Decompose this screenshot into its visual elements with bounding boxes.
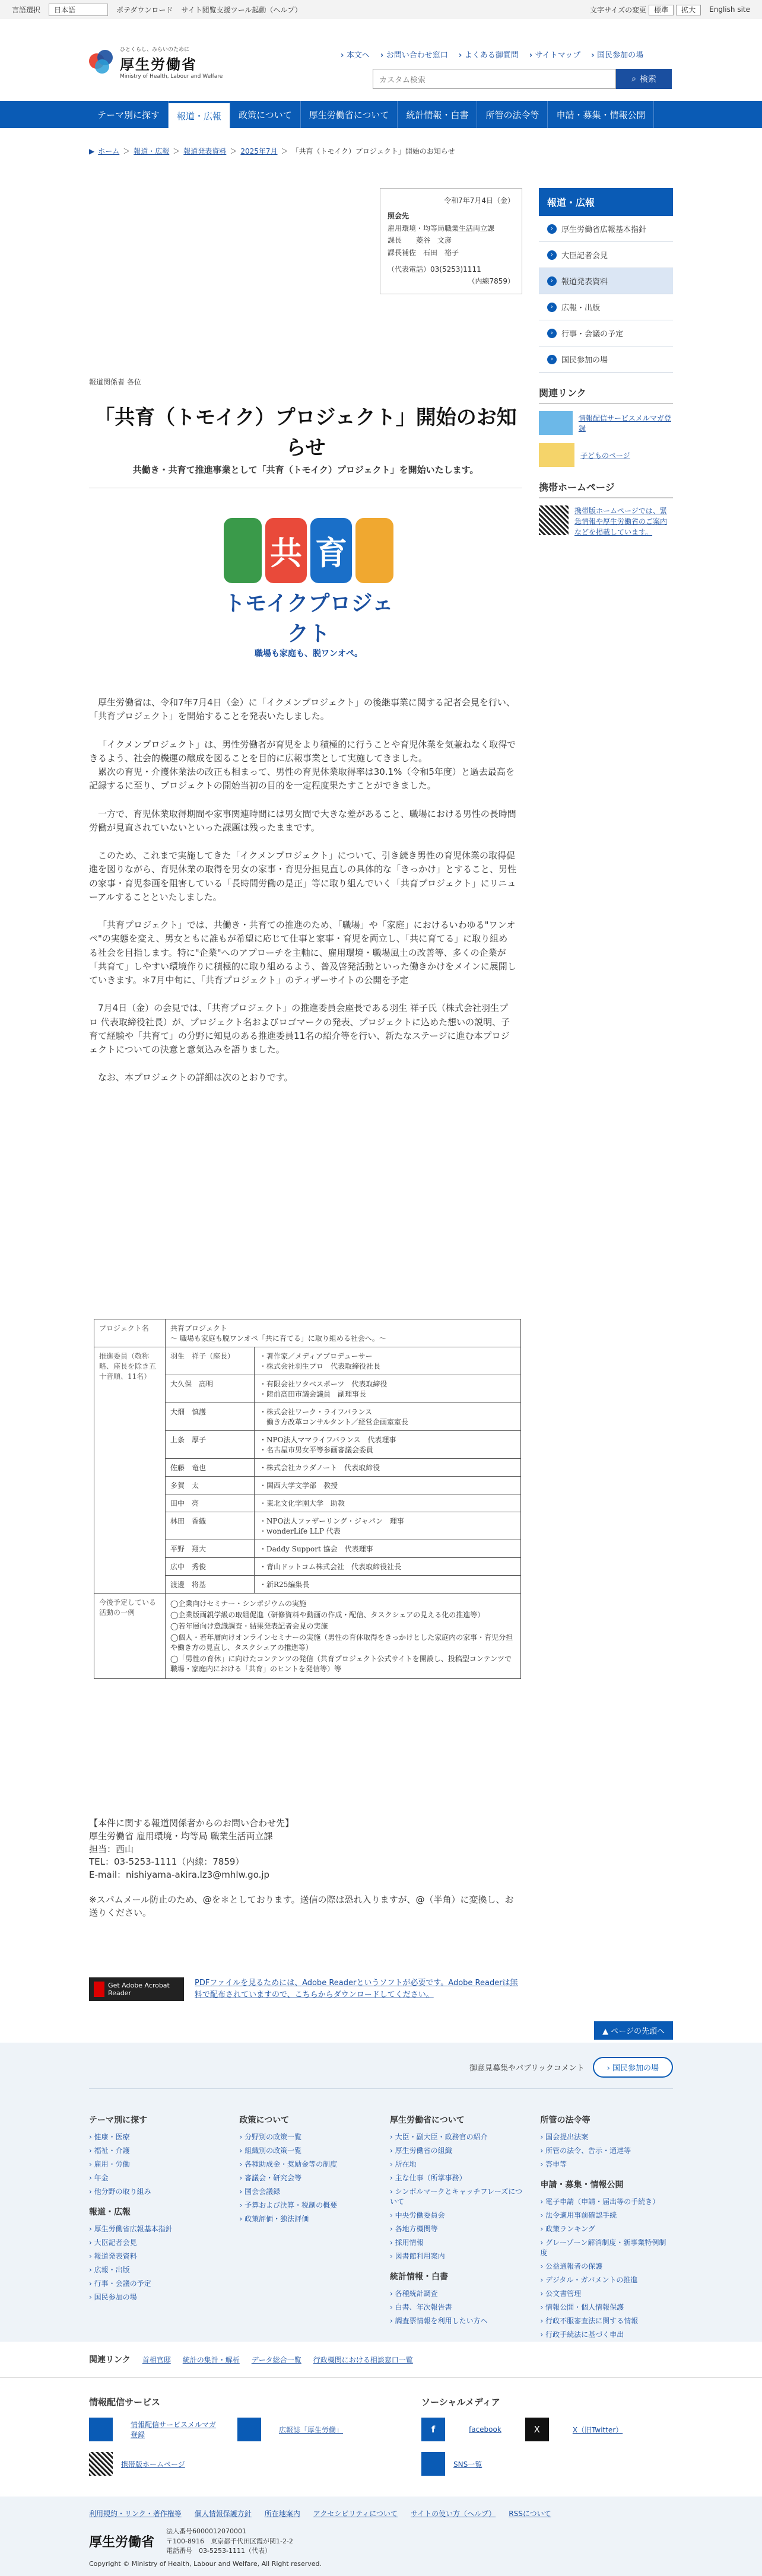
footer-link[interactable]: › 白書、年次報告書 <box>390 2302 523 2312</box>
mail-icon <box>539 411 573 435</box>
facebook-icon: f <box>421 2418 445 2441</box>
arrow-icon: › <box>547 224 557 234</box>
logo-kanji-1: 共 <box>265 518 307 583</box>
header-link-contact[interactable]: › お問い合わせ窓口 <box>380 49 448 60</box>
page-top-row <box>0 2019 762 2043</box>
contact-line: E-mail：nishiyama-akira.lz3@mhlw.go.jp <box>89 1869 270 1880</box>
member-name: 広中 秀俊 <box>166 1558 255 1576</box>
footer-link[interactable]: › 国会提出法案 <box>541 2132 674 2142</box>
footer-link[interactable]: › 健康・医療 <box>89 2132 222 2142</box>
footer-col-heading: 報道・広報 <box>89 2208 131 2217</box>
plan-item: ◯企業向けセミナー・シンポジウムの実施 <box>170 1599 307 1608</box>
footer-link[interactable]: › 政策ランキング <box>541 2224 674 2234</box>
member-title: ・Daddy Support 協会 代表理事 <box>255 1540 521 1558</box>
footer-link[interactable]: › 審議会・研究会等 <box>240 2173 373 2183</box>
sidebar-head: 報道・広報 <box>539 188 673 216</box>
page-subtitle: 共働き・共育て推進事業として「共育（トモイク）プロジェクト」を開始いたします。 <box>89 463 522 488</box>
footer-link[interactable]: › 主な仕事（所掌事務） <box>390 2173 523 2183</box>
gnav-policy[interactable]: 政策について <box>230 101 301 128</box>
related-link[interactable]: データ総合一覧 <box>251 2355 301 2364</box>
footer-link[interactable]: › 行政不服審査法に関する情報 <box>541 2316 674 2326</box>
arrow-icon: › <box>547 276 557 286</box>
member-title: ・新R25編集長 <box>255 1576 521 1594</box>
bottom-link[interactable]: RSSについて <box>509 2510 551 2518</box>
footer-link[interactable]: › 答申等 <box>541 2159 674 2169</box>
footer-col-heading: 統計情報・白書 <box>390 2272 448 2282</box>
member-name: 多賀 太 <box>166 1477 255 1494</box>
adobe-icon <box>94 1982 104 1997</box>
footer-link[interactable]: › 調査票情報を利用したい方へ <box>390 2316 523 2326</box>
bottom-link[interactable]: 利用規約・リンク・著作権等 <box>89 2510 182 2518</box>
site-logo[interactable]: ひとくらし、みらいのために 厚生労働省 Ministry of Health, Labour and Welfare <box>89 45 223 79</box>
participation-button[interactable]: › 国民参加の場 <box>593 2057 673 2078</box>
search-input[interactable]: カスタム検索 <box>373 69 616 89</box>
header-link-skip[interactable]: › 本文へ <box>341 49 370 60</box>
plan-item: ◯個人・若年層向けオンラインセミナーの実施（男性の育休取得をきっかけとした家庭内の家事・育児分担や働き方の見直し、タスクシェアの推進等） <box>170 1633 513 1652</box>
addressee: 報道関係者 各位 <box>89 378 141 386</box>
footer-link[interactable]: › 組織別の政策一覧 <box>240 2145 373 2155</box>
home-icon: ▶ <box>89 147 95 155</box>
footer-mobile-link[interactable]: 携帯版ホームページ <box>121 2460 185 2469</box>
english-link[interactable]: English site <box>709 5 750 14</box>
footer-link[interactable]: › 政策評価・独法評価 <box>240 2214 373 2224</box>
footer-col-heading: 所管の法令等 <box>540 2116 590 2125</box>
footer-link[interactable]: › 行事・会議の予定 <box>89 2278 222 2288</box>
member-name: 上条 厚子 <box>166 1431 255 1459</box>
logo-tagline: 職場も家庭も、脱ワンオペ。 <box>255 649 363 659</box>
footer-link[interactable]: › 国会会議録 <box>240 2186 373 2196</box>
member-name: 羽生 祥子（座長） <box>166 1347 255 1375</box>
crumb-press[interactable]: 報道・広報 <box>134 147 170 155</box>
bottom-link[interactable]: 所在地案内 <box>264 2510 300 2518</box>
footer-link[interactable]: › 公益通報者の保護 <box>541 2261 674 2271</box>
project-table: プロジェクト名 共育プロジェクト ～ 職場も家庭も脱ワンオペ「共に育てる」に取り組める社会へ。～ 推進委員（敬称略、座長を除き五十音順、11名） 羽生 祥子（座長） ・著作家／メディアプロデューサー ・株式会社羽生プロ 代表取締役社長 大久保 高明 ・有限会社ワタベスポーツ 代表取締役 ・陸前高田市議会議員 副理事長 大畑 慎護 ・株式会社ワーク・ライフバランス 働き方改革コンサルタント／経営企画室室長 上条 厚子 ・NPO法人ママライフバランス 代表理事 ・名古屋市男女平等参画審議会委員 佐藤 竜也 ・株式会社カラダノート 代表取締役 多賀 太 ・関西大学文学部 教授 田中 亮 ・東北文化学園大学 助教 林田 香織 ・NPO法人ファザーリング・ジャパン 理事 ・wonderLife LLP 代表 平野 翔大 ・Daddy Support 協会 代表理事 広中 秀俊 ・青山ドットコム株式会社 代表取締役社長 渡邊 将基 ・新R25編集長 今後予定している活動の一例 ◯企業向けセミナー・シンポジウムの実施 ◯企業版両親学級の取組促進（研修資料や動画の作成・配信、タスクシェアの見える化の推進等） ◯若年層向け意識調査・結果発表記者会見の実施 ◯個人・若年層向けオンラインセミナーの実施（男性の育休取得をきっかけとした家庭内の家事・育児分担や働き方の見直し、タスクシェアの推進等） ◯「男性の育休」に向けたコンテンツの発信（共育プロジェクト公式サイトを開設し、投稿型コンテンツで職場・家庭内における「共育」のヒントを発信等）等 <box>94 1319 521 1679</box>
plan-item: ◯企業版両親学級の取組促進（研修資料や動画の作成・配信、タスクシェアの見える化の推進等） <box>170 1611 485 1619</box>
related-link[interactable]: 首相官邸 <box>142 2355 171 2364</box>
footer-link[interactable]: › 広報・出版 <box>89 2265 222 2275</box>
gnav-about[interactable]: 厚生労働省について <box>301 101 398 128</box>
font-std-button[interactable]: 標準 <box>649 5 674 15</box>
table-row: 推進委員（敬称略、座長を除き五十音順、11名） 羽生 祥子（座長） ・著作家／メディアプロデューサー ・株式会社羽生プロ 代表取締役社長 <box>94 1347 521 1375</box>
member-title: ・東北文化学園大学 助教 <box>255 1494 521 1512</box>
footer-col-heading: 厚生労働省について <box>390 2116 465 2125</box>
arrow-icon: › <box>607 2064 610 2073</box>
related-link[interactable]: 行政機関における相談窓口一覧 <box>313 2355 413 2364</box>
member-title: ・青山ドットコム株式会社 代表取締役社長 <box>255 1558 521 1576</box>
gnav-stats[interactable]: 統計情報・白書 <box>398 101 477 128</box>
header-link-sitemap[interactable]: › サイトマップ <box>529 49 580 60</box>
arrow-icon: › <box>547 355 557 364</box>
related-bar: 関連リンク 首相官邸 統計の集計・解析 データ総合一覧 行政機関における相談窓口一覧 <box>0 2342 762 2378</box>
sidebar-item-publish[interactable]: › 広報・出版 <box>539 294 673 320</box>
lang-select[interactable]: 日本語 <box>49 4 108 16</box>
bottom-link[interactable]: 個人情報保護方針 <box>194 2510 252 2518</box>
press-contact-box: 令和7年7月4日（金） 照会先 雇用環境・均等局職業生活両立課 課長 菱谷 文彦 課長補佐 石田 裕子 （代表電話）03(5253)1111 （内線7859） <box>380 188 522 294</box>
footer-link[interactable]: › 行政手続法に基づく申出 <box>541 2329 674 2339</box>
footer-link[interactable]: › 報道発表資料 <box>89 2251 222 2261</box>
logo-mark-icon <box>89 50 114 75</box>
logo-text: 厚生労働省 <box>120 56 197 73</box>
footer-link[interactable]: › 各種助成金・奨励金等の制度 <box>240 2159 373 2169</box>
search-form <box>373 69 672 89</box>
footer-col-heading: テーマ別に探す <box>89 2116 147 2125</box>
crumb-month[interactable]: 2025年7月 <box>240 147 278 155</box>
support-link[interactable]: サイト閲覧支援ツール起動（ヘルプ） <box>181 5 302 14</box>
footer-link[interactable]: › 各地方機関等 <box>390 2224 523 2234</box>
footer: 御意見募集やパブリックコメント › 国民参加の場 テーマ別に探す › 健康・医療 › 福祉・介護 › 雇用・労働 › 年金 › 他分野の取り組み 報道・広報 › 厚生労働省広報基本指針 › 大臣記者会見 › 報道発表資料 › 広報・出版 › 行事・会議の予定 › 国民参加の場 政策について › 分野別の政策一覧 › 組織別の政策一覧 › 各種助成金・奨励金等の制度 › 審議会・研究会等 › 国会会議録 › 予算および決算・税制の概要 › 政策評価・独法評価 厚生労働省について › 大臣・副大臣・政務官の紹介 › 厚生労働省の組織 › 所在地 › 主な仕事（所掌事務） › シンボルマークとキャッチフレーズについて › 中央労働委員会 › 各地方機関等 › 採用情報 › 図書館利用案内 統計情報・白書 › 各種統計調査 › 白書、年次報告書 › 調査票情報を利用したい方へ 所管の法令等 › 国会提出法案 › 所管の法令、告示・通達等 › 答申等 申請・募集・情報公開 › 電子申請（申請・届出等の手続き） › 法令適用事前確認手続 › 政策ランキング › グレーゾーン解消制度・新事業特例制度 › 公益通報者の保護 › デジタル・ガバメントの推進 › 公文書管理 › 情報公開・個人情報保護 › 行政不服審査法に関する情報 › 行政手続法に基づく申出 <box>0 2043 762 2342</box>
member-name: 佐藤 竜也 <box>166 1459 255 1477</box>
footer-link[interactable]: › グレーゾーン解消制度・新事業特例制度 <box>541 2237 674 2257</box>
header-links <box>341 49 643 60</box>
page-top-button[interactable]: ▲ ページの先頭へ <box>594 2021 673 2040</box>
caret-up-icon: ▲ <box>602 2027 609 2036</box>
sidebar-item-events[interactable]: › 行事・会議の予定 <box>539 320 673 346</box>
adobe-reader-link[interactable]: PDFファイルを見るためには、Adobe Readerというソフトが必要です。Adobe Readerは無料で配布されていますので、こちらからダウンロードしてください。 <box>195 1979 518 1999</box>
copyright: Copyright © Ministry of Health, Labour and Welfare, All Right reserved. <box>89 2559 322 2568</box>
member-title: ・NPO法人ママライフバランス 代表理事 ・名古屋市男女平等参画審議会委員 <box>255 1431 521 1459</box>
x-icon: X <box>525 2418 549 2441</box>
footer-link[interactable]: › 年金 <box>89 2173 222 2183</box>
facebook-link[interactable]: facebook <box>469 2425 501 2434</box>
qr-code-icon <box>539 505 569 535</box>
footer-link[interactable]: › 公文書管理 <box>541 2288 674 2298</box>
member-name: 平野 翔大 <box>166 1540 255 1558</box>
contact-line: TEL：03-5253-1111（内線：7859） <box>89 1856 245 1868</box>
arrow-icon: › <box>547 250 557 260</box>
footer-link[interactable]: › 中央労働委員会 <box>390 2210 523 2220</box>
member-name: 大畑 慎護 <box>166 1403 255 1431</box>
header-link-participation[interactable]: › 国民参加の場 <box>591 49 643 60</box>
lang-label: 言語選択 <box>12 5 41 14</box>
footer-link[interactable]: › 図書館利用案内 <box>390 2251 523 2261</box>
plan-item: ◯若年層向け意識調査・結果発表記者会見の実施 <box>170 1622 328 1630</box>
crumb-releases[interactable]: 報道発表資料 <box>183 147 227 155</box>
contact-line: 担当：西山 <box>89 1843 134 1855</box>
gnav-theme[interactable]: テーマ別に探す <box>89 101 169 128</box>
contact-block <box>89 1817 516 1919</box>
sidebar <box>539 188 673 538</box>
mailmag-link[interactable]: 情報配信サービスメルマガ登録 <box>578 414 671 432</box>
footer-link[interactable]: › 分野別の政策一覧 <box>240 2132 373 2142</box>
adobe-reader-badge[interactable]: Get Adobe Acrobat Reader <box>89 1977 184 2001</box>
footer-link[interactable]: › 所管の法令、告示・通達等 <box>541 2145 674 2155</box>
related-link[interactable]: 統計の集計・解析 <box>182 2355 240 2364</box>
footer-link[interactable]: › 電子申請（申請・届出等の手続き） <box>541 2196 674 2206</box>
mobile-heading: 携帯ホームページ <box>539 480 673 498</box>
footer-link[interactable]: › 所在地 <box>390 2159 523 2169</box>
member-title: ・有限会社ワタベスポーツ 代表取締役 ・陸前高田市議会議員 副理事長 <box>255 1375 521 1403</box>
mobile-link[interactable]: 携帯版ホームページでは、緊急情報や厚生労働省のご案内などを掲載しています。 <box>574 507 668 536</box>
arrow-icon: › <box>547 329 557 338</box>
gnav-apply[interactable]: 申請・募集・情報公開 <box>548 101 654 128</box>
sidebar-item-releases[interactable]: › 報道発表資料 <box>539 268 673 294</box>
gnav-press[interactable]: 報道・広報 <box>169 101 230 128</box>
logo-project-name: トモイクプロジェクト <box>224 591 393 646</box>
footer-link[interactable]: › 法令適用事前確認手続 <box>541 2210 674 2220</box>
footer-link[interactable]: › 厚生労働省広報基本指針 <box>89 2224 222 2234</box>
member-name: 大久保 高明 <box>166 1375 255 1403</box>
member-name: 林田 香織 <box>166 1512 255 1540</box>
footer-mailmag-link[interactable]: 情報配信サービスメルマガ登録 <box>131 2421 217 2439</box>
mail-icon <box>89 2418 113 2441</box>
footer-link[interactable]: › 大臣記者会見 <box>89 2237 222 2247</box>
article-body: 厚生労働省は、令和7年7月4日（金）に「イクメンプロジェクト」の後継事業に関する記者会見を行い、「共育プロジェクト」を開始することを発表いたしました。 「イクメンプロジェクト」は、男性労働者が育児をより積極的に行うことや育児休業を気兼ねなく取得できるよう、社会的機運の醸成を図ることを目的に広報事業として実施してきました。 累次の育児・介護休業法の改正も相まって、男性の育児休業取得率は30.1%（令和5年度）と過去最高を記録するに至り、プロジェクトの開始当初の目的を一定程度果たすことができました。 一方で、育児休業取得期間や家事関連時間には男女間で大きな差があること、職場における男性の長時間労働が見直されていないといった課題は残ったままです。 このため、これまで実施してきた「イクメンプロジェクト」について、引き続き男性の育児休業の取得促進を図りながら、育児休業の取得を男女の家事・育児分担見直しの具体的な「きっかけ」とすること、男性の家事・育児参画を阻害している「長時間労働の是正」等に取り組んでいく「共育プロジェクト」にリニューアルすることといたしました。 「共育プロジェクト」では、共働き・共育ての推進のため、「職場」や「家庭」におけるいわゆる"ワンオペ"の実態を変え、男女ともに誰もが希望に応じて仕事と家事・育児を両立し、「共に育てる」に取り組める社会を目指します。特に"企業"へのアプローチを主軸に、雇用環境・職場風土の改善等、多くの企業が「共育て」しやすい環境作りに積極的に取り組めるよう、普及啓発活動といった働きかけをメインに展開していきます。＊7月中旬に、「共育プロジェクト」のティザーサイトの公開を予定 7月4日（金）の会見では、「共育プロジェクト」の推進委員会座長である羽生 祥子氏（株式会社羽生プロ 代表取締役社長）が、プロジェクト名およびロゴマークの発表、プロジェクトに込めた想いの説明、子育て経験や「共育て」の分野に知見のある推進委員11名の紹介等を行い、新たなステージに進む本プロジェクトについての決意と意気込みを語りました。 なお、本プロジェクトの詳細は次のとおりです。 <box>89 697 517 1083</box>
arrow-icon: › <box>547 303 557 312</box>
header-link-faq[interactable]: › よくある御質問 <box>459 49 519 60</box>
contact-line: 【本件に関する報道関係者からのお問い合わせ先】 <box>89 1818 294 1828</box>
footer-link[interactable]: › 国民参加の場 <box>89 2292 222 2302</box>
footer-link[interactable]: › 他分野の取り組み <box>89 2186 222 2196</box>
bottom-link[interactable]: アクセシビリティについて <box>313 2510 398 2518</box>
sns-link[interactable]: SNS一覧 <box>453 2460 482 2469</box>
logo-kanji-2: 育 <box>310 518 352 583</box>
breadcrumb: ▶ ホーム ＞ 報道・広報 ＞ 報道発表資料 ＞ 2025年7月 ＞ 「共育（トモイク）プロジェクト」開始のお知らせ <box>89 147 455 155</box>
contact-line: 厚生労働省 雇用環境・均等局 職業生活両立課 <box>89 1830 273 1842</box>
footer-col-heading: 政策について <box>239 2116 290 2125</box>
sidebar-item-minister[interactable]: › 大臣記者会見 <box>539 242 673 268</box>
pr-magazine-link[interactable]: 広報誌「厚生労働」 <box>279 2425 344 2434</box>
member-name: 田中 亮 <box>166 1494 255 1512</box>
footer-link[interactable]: › 各種統計調査 <box>390 2288 523 2298</box>
search-button[interactable]: ⌕ 検索 <box>616 69 672 89</box>
footer-link[interactable]: › 大臣・副大臣・政務官の紹介 <box>390 2132 523 2142</box>
member-title: ・株式会社カラダノート 代表取締役 <box>255 1459 521 1477</box>
book-icon <box>237 2418 261 2441</box>
font-size-control: 文字サイズの変更 標準 拡大 <box>590 5 701 15</box>
member-title: ・株式会社ワーク・ライフバランス 働き方改革コンサルタント／経営企画室室長 <box>255 1403 521 1431</box>
footer-link[interactable]: › 雇用・労働 <box>89 2159 222 2169</box>
footer-link[interactable]: › デジタル・ガバメントの推進 <box>541 2275 674 2285</box>
project-logo <box>223 512 395 659</box>
footer-link[interactable]: › 予算および決算・税制の概要 <box>240 2200 373 2210</box>
qr-code-icon <box>89 2452 113 2476</box>
footer-link[interactable]: › 情報公開・個人情報保護 <box>541 2302 674 2312</box>
kids-icon <box>539 443 574 467</box>
global-nav <box>0 101 762 128</box>
x-link[interactable]: X（旧Twitter） <box>572 2425 623 2434</box>
footer-link[interactable]: › 採用情報 <box>390 2237 523 2247</box>
crumb-home[interactable]: ホーム <box>98 147 120 155</box>
footer-link[interactable]: › シンボルマークとキャッチフレーズについて <box>390 2186 523 2206</box>
bottom-link[interactable]: サイトの使い方（ヘルプ） <box>411 2510 496 2518</box>
footer-logo[interactable]: 厚生労働省 <box>89 2535 155 2550</box>
utility-bar <box>0 0 762 19</box>
sns-icon <box>421 2452 445 2476</box>
member-name: 渡邊 将基 <box>166 1576 255 1594</box>
footer-link[interactable]: › 厚生労働省の組織 <box>390 2145 523 2155</box>
member-title: ・関西大学文学部 教授 <box>255 1477 521 1494</box>
search-icon: ⌕ <box>631 74 636 84</box>
sidebar-item-policy[interactable]: › 厚生労働省広報基本指針 <box>539 216 673 242</box>
sidebar-item-participation[interactable]: › 国民参加の場 <box>539 346 673 373</box>
font-large-button[interactable]: 拡大 <box>676 5 701 15</box>
gnav-law[interactable]: 所管の法令等 <box>477 101 548 128</box>
service-area: 情報配信サービス 情報配信サービスメルマガ登録 広報誌「厚生労働」 携帯版ホームページ ソーシャルメディア f facebook X X（旧Twitter） SNS一覧 <box>0 2378 762 2497</box>
adobe-reader-block <box>89 1977 522 2001</box>
member-title: ・著作家／メディアプロデューサー ・株式会社羽生プロ 代表取締役社長 <box>255 1347 521 1375</box>
page-title: 「共育（トモイク）プロジェクト」開始のお知らせ <box>94 406 517 460</box>
contact-line <box>89 1882 516 1894</box>
contact-line: ※スパムメール防止のため、@を＊としております。送信の際は恐れ入りますが、@（半角）に変換し、お送りください。 <box>89 1894 514 1918</box>
kids-page-link[interactable]: 子どものページ <box>580 451 630 460</box>
footer-link[interactable]: › 福祉・介護 <box>89 2145 222 2155</box>
bottom-bar: 利用規約・リンク・著作権等 個人情報保護方針 所在地案内 アクセシビリティについて サイトの使い方（ヘルプ） RSSについて 厚生労働省 法人番号6000012070001 〒100-8916 東京都千代田区霞が関1-2-2 電話番号 03-5253-1111（代表） Copyright © Ministry of Health, Labour and Welfare, All Right reserved. <box>0 2497 762 2576</box>
pdf-link[interactable]: ポテダウンロード <box>116 5 173 14</box>
crumb-current: 「共育（トモイク）プロジェクト」開始のお知らせ <box>291 147 455 155</box>
header <box>0 19 762 83</box>
footer-col-heading: 申請・募集・情報公開 <box>540 2180 624 2190</box>
related-links-heading: 関連リンク <box>539 386 673 404</box>
member-title: ・NPO法人ファザーリング・ジャパン 理事 ・wonderLife LLP 代表 <box>255 1512 521 1540</box>
plan-item: ◯「男性の育休」に向けたコンテンツの発信（共育プロジェクト公式サイトを開設し、投稿型コンテンツで職場・家庭内における「共育」のヒントを発信等）等 <box>170 1655 512 1673</box>
